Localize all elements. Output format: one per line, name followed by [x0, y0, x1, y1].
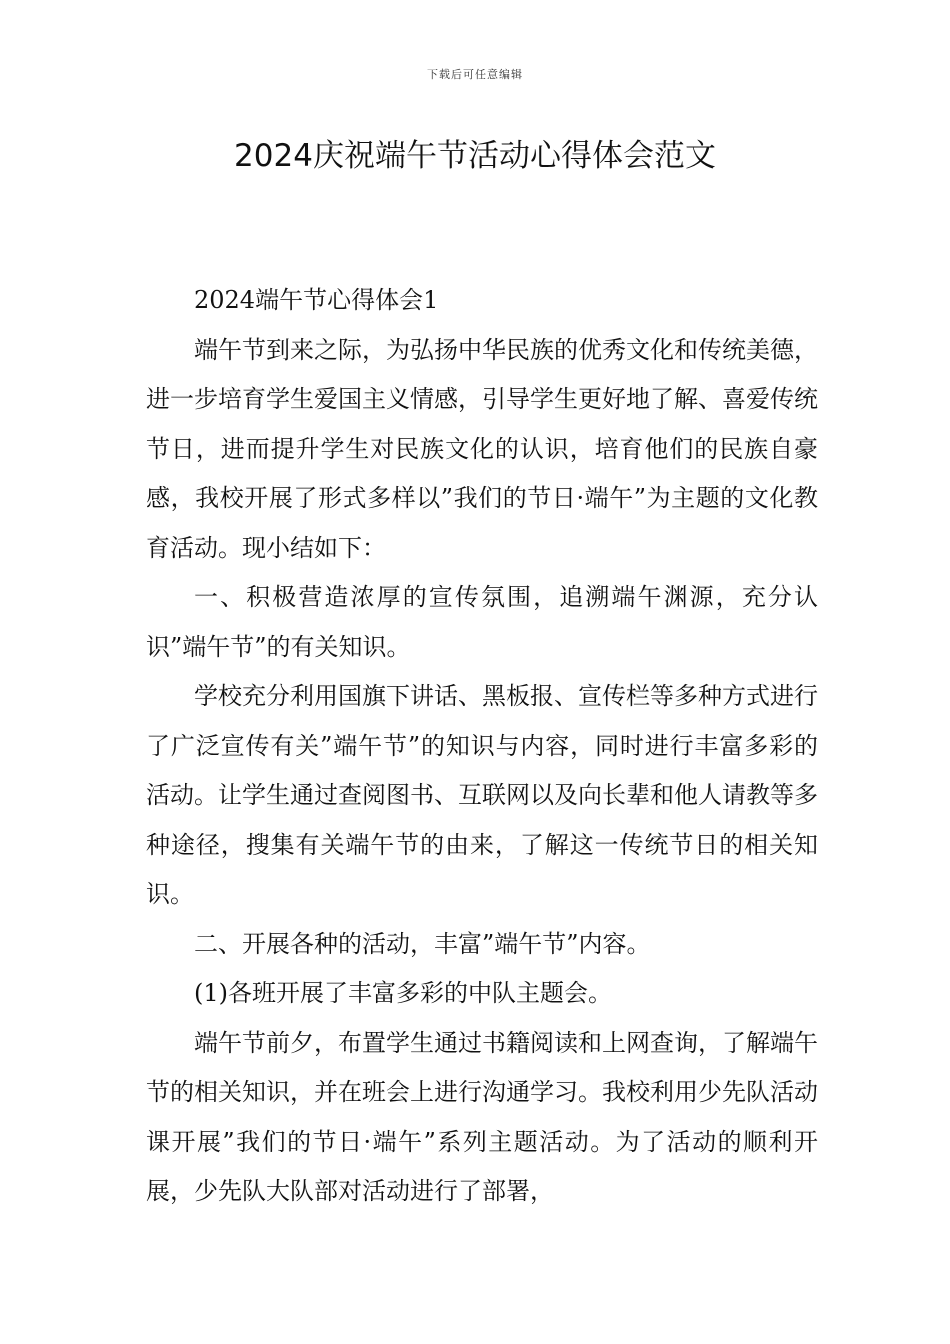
paragraph-section-one-heading: 一、积极营造浓厚的宣传氛围，追溯端午渊源，充分认识”端午节”的有关知识。: [146, 583, 818, 661]
paragraph-subtitle: 2024端午节心得体会1: [194, 286, 439, 314]
paragraph-intro: 端午节到来之际，为弘扬中华民族的优秀文化和传统美德，进一步培育学生爱国主义情感，引导学生更好地了解、喜爱传统节日，进而提升学生对民族文化的认识，培育他们的民族自豪感，我校开展了形式多样以”我们的节日·端午”为主题的文化教育活动。现小结如下：: [146, 335, 818, 562]
document-title: 2024庆祝端午节活动心得体会范文: [234, 138, 716, 174]
document-body: [146, 276, 818, 1217]
paragraph-section-two-heading: 二、开展各种的活动，丰富”端午节”内容。: [194, 929, 651, 958]
header-note: 下载后可任意编辑: [427, 68, 523, 81]
paragraph-subsection-one: (1)各班开展了丰富多彩的中队主题会。: [194, 979, 612, 1007]
paragraph-subsection-one-body: 端午节前夕，布置学生通过书籍阅读和上网查询，了解端午节的相关知识，并在班会上进行沟通学习。我校利用少先队活动课开展”我们的节日·端午”系列主题活动。为了活动的顺利开展，少先队大队部对活动进行了部署，: [146, 1028, 818, 1205]
paragraph-section-one-body: 学校充分利用国旗下讲话、黑板报、宣传栏等多种方式进行了广泛宣传有关”端午节”的知识与内容，同时进行丰富多彩的活动。让学生通过查阅图书、互联网以及向长辈和他人请教等多种途径，搜集有关端午节的由来，了解这一传统节日的相关知识。: [146, 682, 818, 908]
